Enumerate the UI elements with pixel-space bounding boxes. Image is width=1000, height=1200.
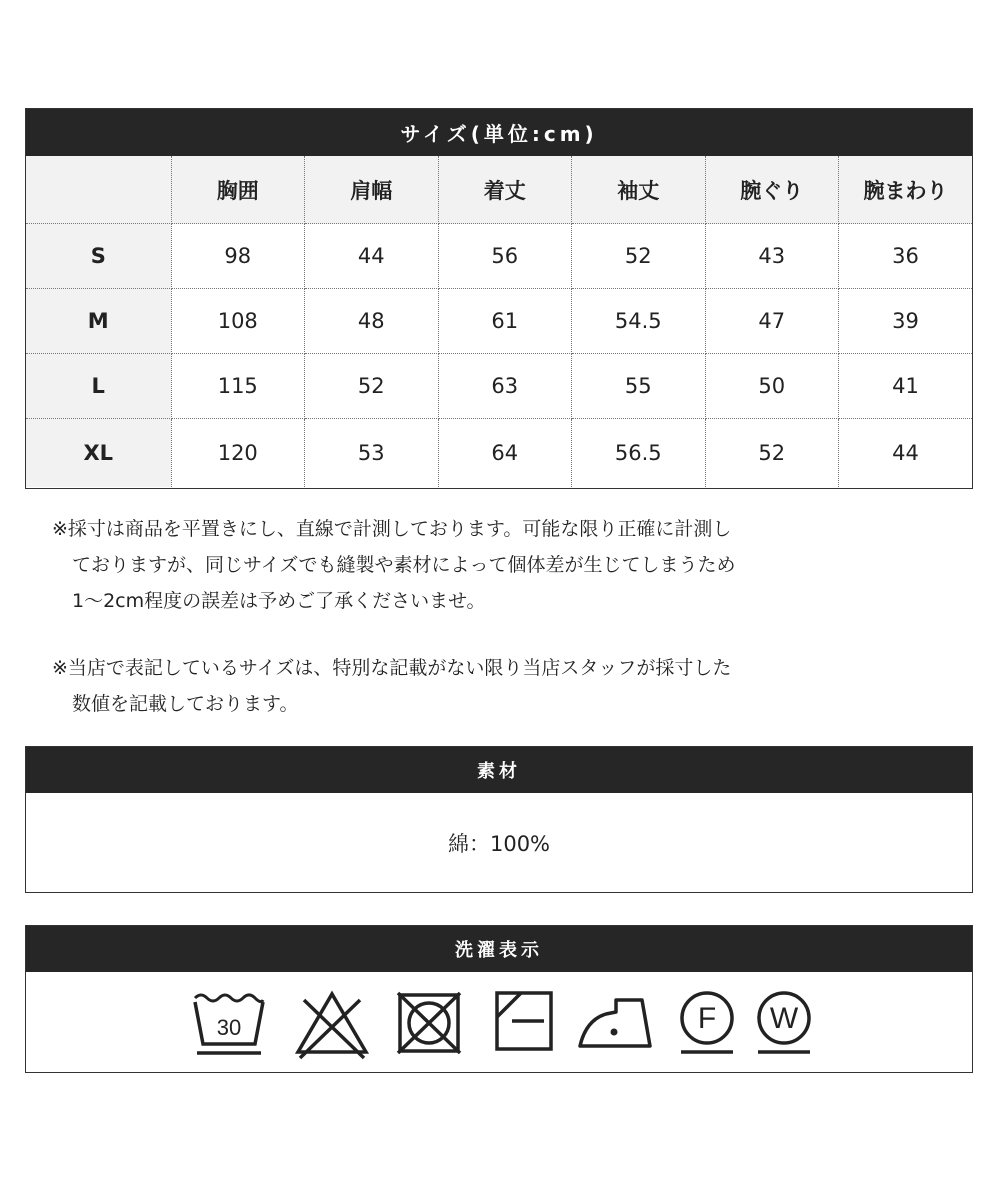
table-cell: 63 xyxy=(438,354,572,419)
table-cell: 52 xyxy=(305,354,439,419)
table-cell: 120 xyxy=(171,419,305,488)
table-cell: 98 xyxy=(171,224,305,289)
table-cell: 108 xyxy=(171,289,305,354)
table-cell: 56.5 xyxy=(572,419,706,488)
table-cell: 43 xyxy=(705,224,839,289)
table-cell: 52 xyxy=(572,224,706,289)
note-line: 1～2cm程度の誤差は予めご了承くださいませ。 xyxy=(72,590,486,612)
size-label: S xyxy=(26,224,171,289)
note-line: ※当店で表記しているサイズは、特別な記載がない限り当店スタッフが採寸した xyxy=(52,657,732,679)
table-cell: 47 xyxy=(705,289,839,354)
dry-clean-letter: F xyxy=(697,1002,717,1035)
column-header: 腕ぐり xyxy=(705,156,839,224)
table-cell: 52 xyxy=(705,419,839,488)
table-row xyxy=(26,419,972,488)
material-title: 素材 xyxy=(26,747,972,793)
note-line: ておりますが、同じサイズでも縫製や素材によって個体差が生じてしまうため xyxy=(72,554,736,576)
size-note xyxy=(52,650,852,722)
table-cell: 44 xyxy=(305,224,439,289)
measurement-note xyxy=(52,511,852,619)
table-cell: 39 xyxy=(839,289,973,354)
material-value: 綿：100% xyxy=(447,831,551,856)
table-cell: 64 xyxy=(438,419,572,488)
table-cell: 44 xyxy=(892,441,919,465)
column-header: 胸囲 xyxy=(171,156,305,224)
size-table-title: サイズ(単位:cm) xyxy=(26,109,972,156)
table-cell: 61 xyxy=(438,289,572,354)
size-table-corner-cell xyxy=(26,156,171,224)
table-row xyxy=(26,289,972,354)
table-row xyxy=(26,354,972,419)
size-label: M xyxy=(26,289,171,354)
table-cell: 36 xyxy=(839,224,973,289)
size-table-header-row xyxy=(26,156,972,224)
table-cell: 41 xyxy=(839,354,973,419)
table-cell: 53 xyxy=(305,419,439,488)
wet-clean-w-icon xyxy=(752,990,816,1056)
material-section xyxy=(25,746,973,893)
size-table xyxy=(26,156,972,487)
column-header: 肩幅 xyxy=(305,156,439,224)
care-section xyxy=(25,925,973,1073)
column-header: 着丈 xyxy=(438,156,572,224)
dry-clean-f-icon xyxy=(675,990,739,1056)
care-title: 洗濯表示 xyxy=(26,926,972,972)
line-dry-shade-icon xyxy=(494,990,554,1052)
no-tumble-dry-icon xyxy=(394,990,464,1056)
note-line: ※採寸は商品を平置きにし、直線で計測しております。可能な限り正確に計測し xyxy=(52,518,732,540)
size-table-section xyxy=(25,108,973,489)
wet-clean-letter: W xyxy=(769,1002,799,1035)
note-line: 数値を記載しております。 xyxy=(72,693,299,715)
column-header: 腕まわり xyxy=(839,156,973,224)
wash-30-icon xyxy=(191,990,267,1056)
size-label: XL xyxy=(26,419,171,488)
size-label: L xyxy=(26,354,171,419)
table-cell: 54.5 xyxy=(572,289,706,354)
table-cell: 48 xyxy=(305,289,439,354)
table-cell: 55 xyxy=(572,354,706,419)
table-cell: 115 xyxy=(171,354,305,419)
table-row xyxy=(26,224,972,289)
wash-temperature: 30 xyxy=(216,1015,242,1040)
no-bleach-icon xyxy=(294,990,370,1060)
care-icons xyxy=(26,972,972,1072)
table-cell: 50 xyxy=(705,354,839,419)
iron-low-icon xyxy=(576,990,654,1052)
column-header: 袖丈 xyxy=(572,156,706,224)
table-cell: 56 xyxy=(438,224,572,289)
